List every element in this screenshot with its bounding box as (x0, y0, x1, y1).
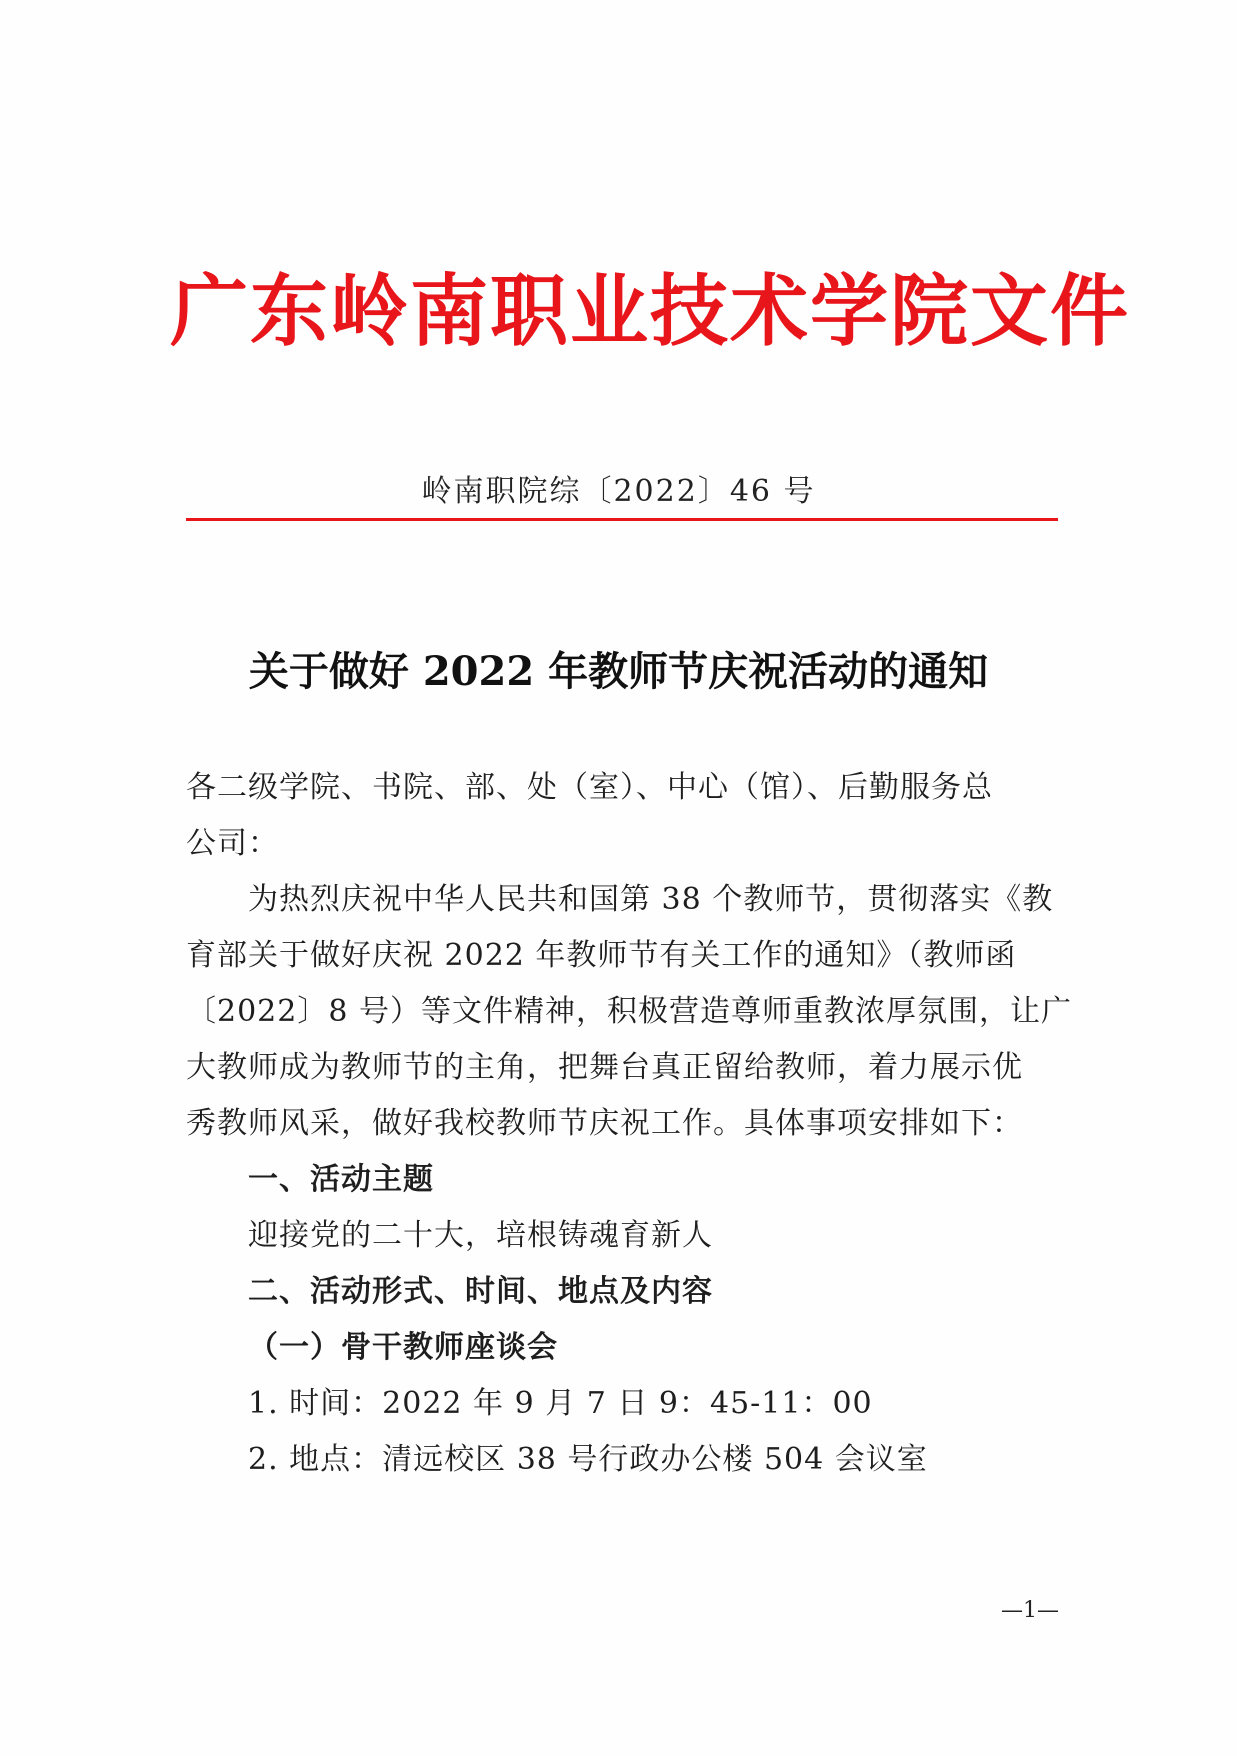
addressee-line: 公司： (186, 826, 279, 861)
body-paragraph-line: 〔2022〕8 号）等文件精神，积极营造尊师重教浓厚氛围，让广 (186, 994, 1072, 1029)
document-header-title: 广东岭南职业技术学院文件 (170, 266, 1131, 357)
notice-body (186, 760, 1072, 1488)
section-heading: 一、活动主题 (248, 1162, 434, 1197)
red-divider-line (186, 518, 1058, 521)
subsection-heading: （一）骨干教师座谈会 (248, 1330, 558, 1365)
body-paragraph-line: 大教师成为教师节的主角，把舞台真正留给教师，着力展示优 (186, 1050, 1023, 1085)
section-text: 迎接党的二十大，培根铸魂育新人 (248, 1218, 713, 1253)
body-paragraph-line: 秀教师风采，做好我校教师节庆祝工作。具体事项安排如下： (186, 1106, 1023, 1141)
notice-title: 关于做好 2022 年教师节庆祝活动的通知 (248, 648, 989, 695)
body-paragraph-line: 育部关于做好庆祝 2022 年教师节有关工作的通知》（教师函 (186, 938, 1017, 973)
document-number: 岭南职院综〔2022〕46 号 (421, 474, 816, 509)
list-item: 2. 地点：清远校区 38 号行政办公楼 504 会议室 (248, 1442, 928, 1477)
addressee-line: 各二级学院、书院、部、处（室）、中心（馆）、后勤服务总 (186, 770, 993, 805)
section-heading: 二、活动形式、时间、地点及内容 (248, 1274, 713, 1309)
page-number: —1— (1001, 1598, 1059, 1623)
body-paragraph-line: 为热烈庆祝中华人民共和国第 38 个教师节，贯彻落实《教 (248, 882, 1054, 917)
list-item: 1. 时间：2022 年 9 月 7 日 9：45-11：00 (248, 1386, 873, 1421)
